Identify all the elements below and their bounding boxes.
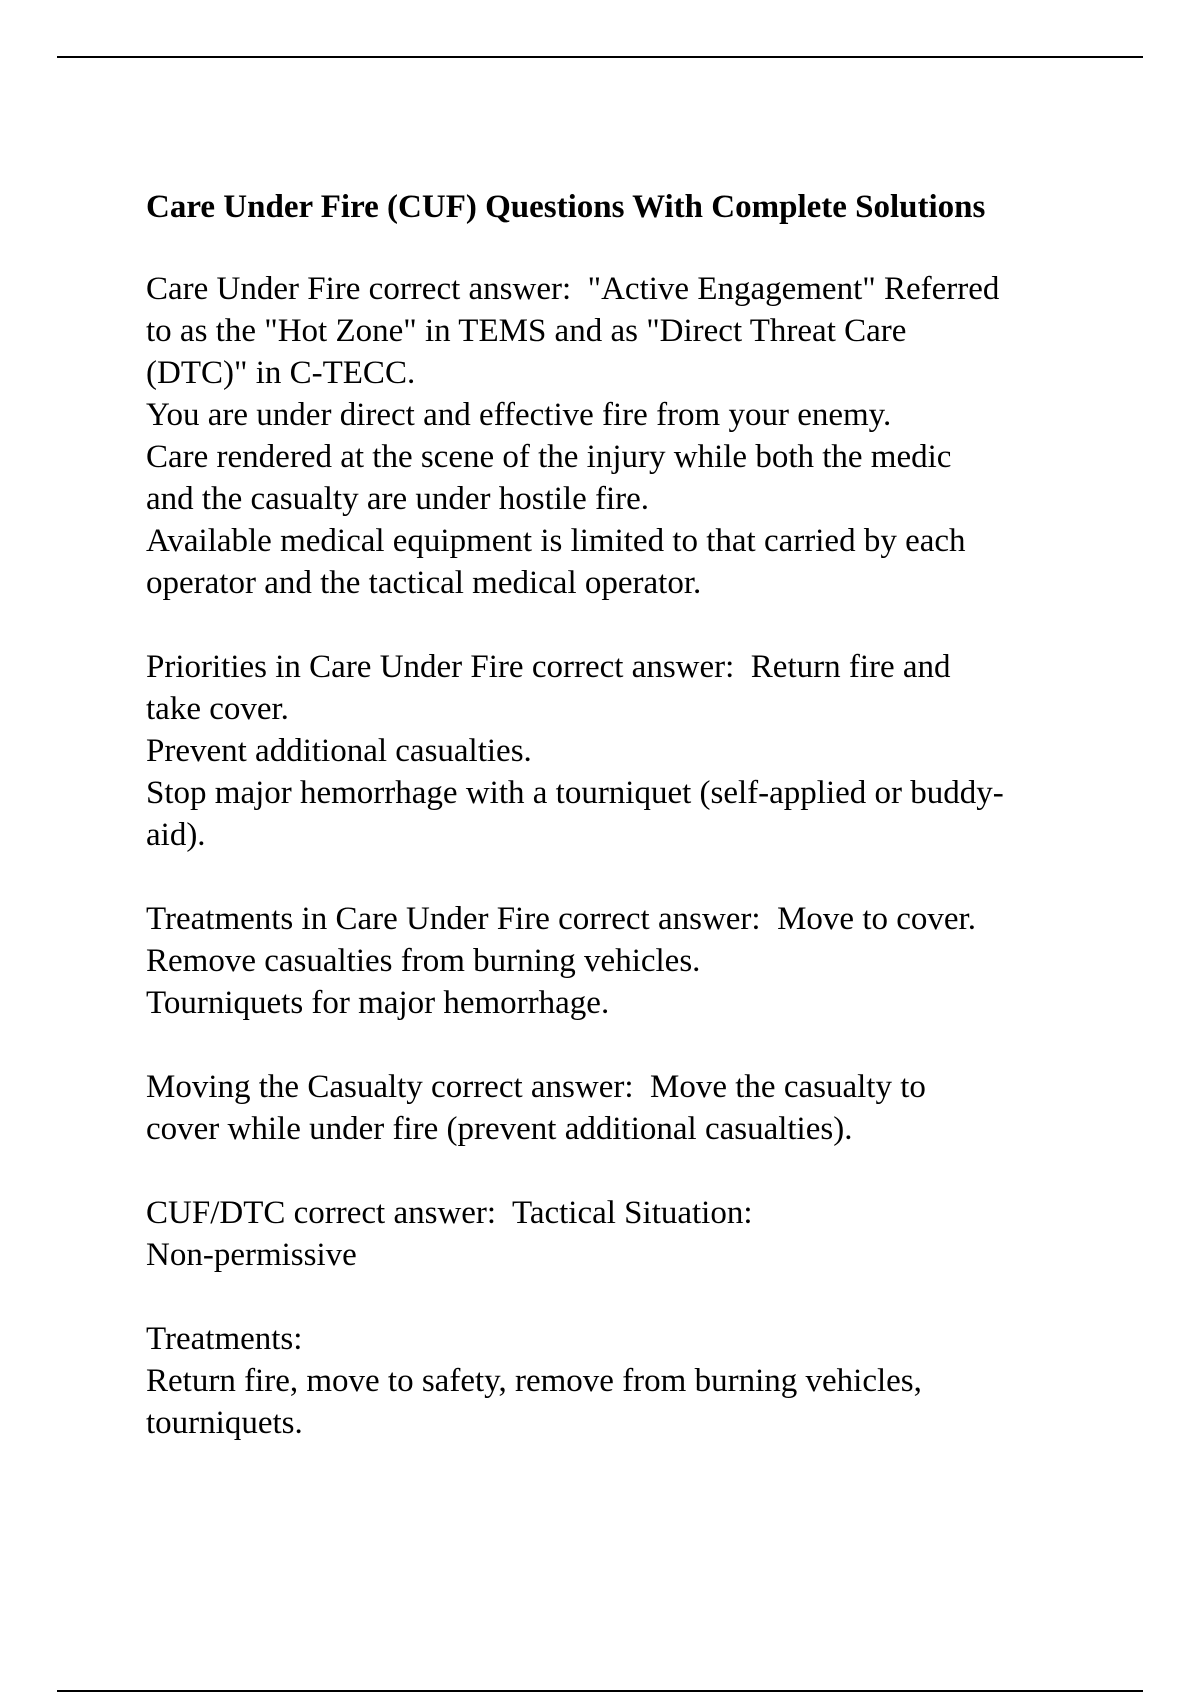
text-line: cover while under fire (prevent additional casualties).	[146, 1111, 853, 1147]
text-line: operator and the tactical medical operator.	[146, 565, 702, 601]
text-line: Non-permissive	[146, 1237, 357, 1273]
document-body	[146, 186, 1146, 1444]
text-line: take cover.	[146, 691, 289, 727]
bottom-divider	[57, 1690, 1143, 1692]
document-title: Care Under Fire (CUF) Questions With Complete Solutions	[146, 189, 986, 225]
top-divider	[57, 56, 1143, 58]
text-line: Care Under Fire correct answer: "Active Engagement" Referred	[146, 271, 1000, 307]
text-line: Return fire, move to safety, remove from burning vehicles,	[146, 1363, 922, 1399]
qa-entry-care-under-fire	[146, 268, 1146, 604]
text-line: You are under direct and effective fire from your enemy.	[146, 397, 892, 433]
qa-entry-moving-casualty	[146, 1066, 1146, 1150]
text-line: Moving the Casualty correct answer: Move the casualty to	[146, 1069, 926, 1105]
qa-entry-treatments-list	[146, 1318, 1146, 1444]
text-line: aid).	[146, 817, 206, 853]
text-line: Priorities in Care Under Fire correct answer: Return fire and	[146, 649, 951, 685]
text-line: and the casualty are under hostile fire.	[146, 481, 650, 517]
text-line: (DTC)" in C-TECC.	[146, 355, 416, 391]
qa-entry-priorities	[146, 646, 1146, 856]
text-line: Care rendered at the scene of the injury while both the medic	[146, 439, 952, 475]
qa-entry-treatments	[146, 898, 1146, 1024]
text-line: Prevent additional casualties.	[146, 733, 532, 769]
text-line: Treatments:	[146, 1321, 303, 1357]
qa-entry-cuf-dtc	[146, 1192, 1146, 1276]
text-line: tourniquets.	[146, 1405, 303, 1441]
text-line: CUF/DTC correct answer: Tactical Situation:	[146, 1195, 753, 1231]
text-line: to as the "Hot Zone" in TEMS and as "Direct Threat Care	[146, 313, 907, 349]
text-line: Stop major hemorrhage with a tourniquet (self-applied or buddy-	[146, 775, 1004, 811]
text-line: Available medical equipment is limited to that carried by each	[146, 523, 966, 559]
text-line: Tourniquets for major hemorrhage.	[146, 985, 610, 1021]
text-line: Treatments in Care Under Fire correct answer: Move to cover.	[146, 901, 976, 937]
text-line: Remove casualties from burning vehicles.	[146, 943, 701, 979]
